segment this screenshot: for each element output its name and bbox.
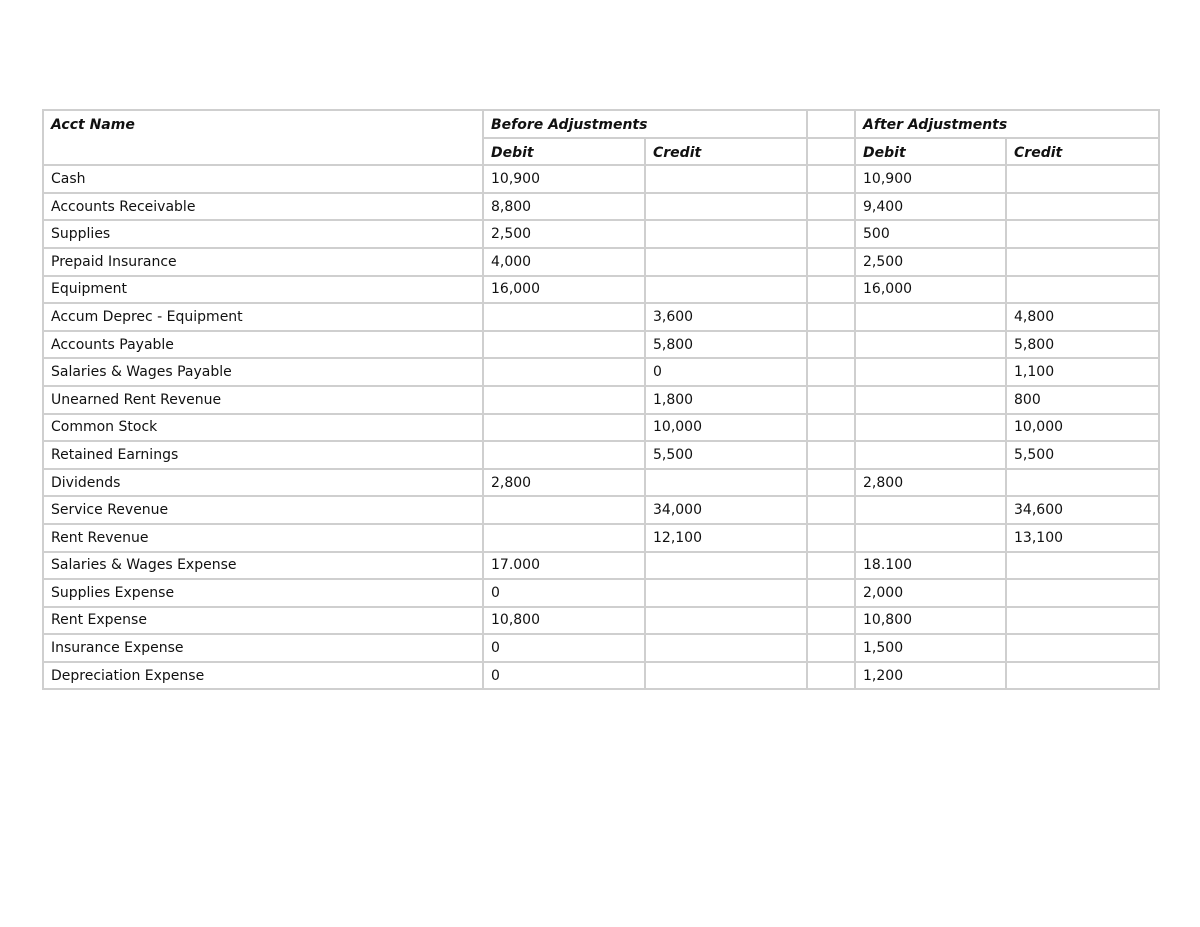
acct-name-cell: Salaries & Wages Payable: [43, 358, 483, 386]
after-credit-header: Credit: [1006, 138, 1159, 166]
acct-name-cell: Supplies Expense: [43, 579, 483, 607]
table-row: [43, 607, 1159, 635]
before-credit-cell: [645, 165, 807, 193]
acct-name-cell: Accounts Receivable: [43, 193, 483, 221]
after-credit-cell: [1006, 552, 1159, 580]
after-debit-cell: 9,400: [855, 193, 1006, 221]
before-credit-cell: 5,800: [645, 331, 807, 359]
after-debit-cell: 2,500: [855, 248, 1006, 276]
before-debit-cell: [483, 414, 645, 442]
before-debit-cell: 0: [483, 662, 645, 690]
acct-name-cell: Insurance Expense: [43, 634, 483, 662]
before-debit-cell: [483, 331, 645, 359]
before-debit-cell: [483, 441, 645, 469]
before-debit-cell: 0: [483, 579, 645, 607]
acct-name-cell: Unearned Rent Revenue: [43, 386, 483, 414]
after-credit-cell: [1006, 469, 1159, 497]
gap-cell: [807, 496, 855, 524]
before-credit-cell: [645, 276, 807, 304]
before-credit-cell: [645, 469, 807, 497]
before-debit-cell: [483, 386, 645, 414]
before-credit-cell: 34,000: [645, 496, 807, 524]
acct-name-cell: Depreciation Expense: [43, 662, 483, 690]
acct-name-cell: Accounts Payable: [43, 331, 483, 359]
after-debit-cell: 2,000: [855, 579, 1006, 607]
table-row: [43, 220, 1159, 248]
after-credit-cell: [1006, 165, 1159, 193]
before-credit-cell: 12,100: [645, 524, 807, 552]
before-debit-cell: 10,900: [483, 165, 645, 193]
table-row: [43, 165, 1159, 193]
before-debit-cell: 2,800: [483, 469, 645, 497]
before-credit-cell: [645, 220, 807, 248]
after-debit-cell: 16,000: [855, 276, 1006, 304]
before-credit-cell: [645, 193, 807, 221]
acct-name-cell: Rent Expense: [43, 607, 483, 635]
table-row: [43, 331, 1159, 359]
before-debit-cell: 0: [483, 634, 645, 662]
gap-cell: [807, 358, 855, 386]
after-debit-cell: 18.100: [855, 552, 1006, 580]
after-debit-cell: [855, 441, 1006, 469]
gap-cell: [807, 441, 855, 469]
acct-name-cell: Accum Deprec - Equipment: [43, 303, 483, 331]
table-row: [43, 386, 1159, 414]
before-credit-cell: [645, 662, 807, 690]
gap-cell: [807, 414, 855, 442]
acct-name-header: Acct Name: [43, 110, 483, 165]
acct-name-cell: Salaries & Wages Expense: [43, 552, 483, 580]
gap-cell: [807, 607, 855, 635]
table-row: [43, 634, 1159, 662]
after-credit-cell: [1006, 220, 1159, 248]
after-credit-cell: 5,500: [1006, 441, 1159, 469]
acct-name-cell: Service Revenue: [43, 496, 483, 524]
after-debit-cell: 2,800: [855, 469, 1006, 497]
after-debit-cell: [855, 414, 1006, 442]
before-debit-header: Debit: [483, 138, 645, 166]
before-debit-cell: 4,000: [483, 248, 645, 276]
gap-cell: [807, 220, 855, 248]
after-credit-cell: [1006, 248, 1159, 276]
gap-cell: [807, 469, 855, 497]
gap-cell: [807, 303, 855, 331]
table-body: [43, 110, 1159, 689]
after-credit-cell: 10,000: [1006, 414, 1159, 442]
acct-name-cell: Supplies: [43, 220, 483, 248]
before-debit-cell: [483, 303, 645, 331]
table-row: [43, 524, 1159, 552]
after-credit-cell: 34,600: [1006, 496, 1159, 524]
acct-name-cell: Equipment: [43, 276, 483, 304]
table-row: [43, 276, 1159, 304]
gap-cell: [807, 193, 855, 221]
after-credit-cell: 13,100: [1006, 524, 1159, 552]
after-debit-cell: [855, 331, 1006, 359]
before-credit-cell: [645, 579, 807, 607]
after-debit-cell: [855, 358, 1006, 386]
header-row-group: [43, 110, 1159, 138]
after-debit-cell: [855, 303, 1006, 331]
table-row: [43, 414, 1159, 442]
after-credit-cell: 800: [1006, 386, 1159, 414]
after-debit-cell: 10,800: [855, 607, 1006, 635]
after-adjustments-header: After Adjustments: [855, 110, 1159, 138]
before-debit-cell: 2,500: [483, 220, 645, 248]
before-credit-cell: [645, 248, 807, 276]
before-debit-cell: 16,000: [483, 276, 645, 304]
acct-name-cell: Rent Revenue: [43, 524, 483, 552]
acct-name-cell: Retained Earnings: [43, 441, 483, 469]
gap-cell: [807, 579, 855, 607]
before-debit-cell: [483, 358, 645, 386]
before-adjustments-header: Before Adjustments: [483, 110, 807, 138]
table-row: [43, 248, 1159, 276]
after-credit-cell: 5,800: [1006, 331, 1159, 359]
after-debit-header: Debit: [855, 138, 1006, 166]
gap-header: [807, 110, 855, 138]
before-credit-cell: 10,000: [645, 414, 807, 442]
after-credit-cell: [1006, 276, 1159, 304]
after-debit-cell: [855, 524, 1006, 552]
before-credit-cell: [645, 607, 807, 635]
before-credit-cell: 5,500: [645, 441, 807, 469]
gap-cell: [807, 276, 855, 304]
table-row: [43, 579, 1159, 607]
gap-cell: [807, 386, 855, 414]
after-debit-cell: 10,900: [855, 165, 1006, 193]
before-credit-cell: 0: [645, 358, 807, 386]
table-row: [43, 358, 1159, 386]
gap-cell: [807, 634, 855, 662]
before-credit-cell: 3,600: [645, 303, 807, 331]
after-credit-cell: [1006, 662, 1159, 690]
table-row: [43, 441, 1159, 469]
after-credit-cell: 1,100: [1006, 358, 1159, 386]
gap-cell: [807, 524, 855, 552]
after-credit-cell: [1006, 193, 1159, 221]
after-debit-cell: 1,500: [855, 634, 1006, 662]
after-credit-cell: [1006, 607, 1159, 635]
acct-name-cell: Prepaid Insurance: [43, 248, 483, 276]
acct-name-cell: Cash: [43, 165, 483, 193]
gap-cell: [807, 165, 855, 193]
after-credit-cell: [1006, 634, 1159, 662]
gap-cell: [807, 331, 855, 359]
before-debit-cell: 10,800: [483, 607, 645, 635]
gap-cell: [807, 248, 855, 276]
before-credit-cell: [645, 552, 807, 580]
after-debit-cell: 1,200: [855, 662, 1006, 690]
trial-balance-table: [42, 109, 1160, 690]
table-row: [43, 552, 1159, 580]
gap-cell: [807, 552, 855, 580]
before-debit-cell: 17.000: [483, 552, 645, 580]
acct-name-cell: Dividends: [43, 469, 483, 497]
trial-balance-sheet: [42, 109, 1158, 690]
before-debit-cell: [483, 496, 645, 524]
table-row: [43, 303, 1159, 331]
after-debit-cell: [855, 496, 1006, 524]
gap-cell: [807, 662, 855, 690]
before-credit-cell: 1,800: [645, 386, 807, 414]
table-row: [43, 662, 1159, 690]
before-credit-cell: [645, 634, 807, 662]
acct-name-cell: Common Stock: [43, 414, 483, 442]
table-row: [43, 193, 1159, 221]
before-credit-header: Credit: [645, 138, 807, 166]
table-row: [43, 496, 1159, 524]
after-credit-cell: 4,800: [1006, 303, 1159, 331]
table-row: [43, 469, 1159, 497]
after-debit-cell: 500: [855, 220, 1006, 248]
before-debit-cell: 8,800: [483, 193, 645, 221]
gap-subheader: [807, 138, 855, 166]
after-credit-cell: [1006, 579, 1159, 607]
before-debit-cell: [483, 524, 645, 552]
after-debit-cell: [855, 386, 1006, 414]
